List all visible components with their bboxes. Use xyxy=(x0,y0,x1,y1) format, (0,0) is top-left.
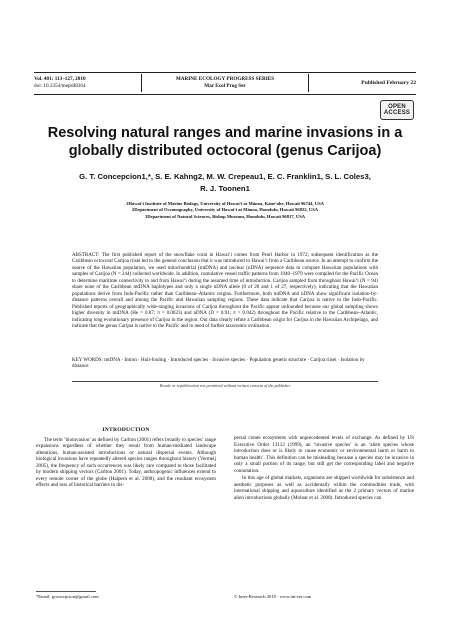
header-divider-right xyxy=(308,74,309,92)
intro-paragraph-1-cont: persal create ecosystems with unprecedented levels of exchange. As defined by US Executive Order 13112 (1999), an ‘invasive species’ is an ‘alien species whose introduction does or is likely to cause economic or environmental harm or harm to human health’. This definition can be misleading because a species may be invasive in only a small portion of its range, but still get the corresponding label and negative connotation. xyxy=(234,435,414,474)
affiliation-3: 3Department of Natural Sciences, Bishop Museum, Honolulu, Hawaii 96817, USA xyxy=(144,213,306,219)
author-list xyxy=(40,171,410,195)
keywords xyxy=(72,357,378,370)
publication-date: Published February 22 xyxy=(361,80,416,86)
open-access-line2: ACCESS xyxy=(383,110,411,116)
footnote-rule xyxy=(36,591,96,592)
journal-name: MARINE ECOLOGY PROGRESS SERIES xyxy=(175,76,275,82)
journal-abbrev: Mar Ecol Prog Ser xyxy=(204,83,246,89)
affiliations xyxy=(40,201,410,220)
abstract-label: ABSTRACT: xyxy=(72,252,100,258)
authors-line-2: R. J. Toonen1 xyxy=(200,184,250,193)
open-access-badge[interactable] xyxy=(380,100,414,120)
corresponding-email[interactable]: *Email: gconcepcion@gmail.com xyxy=(36,594,99,599)
doi[interactable]: doi: 10.3354/meps08364 xyxy=(34,83,86,89)
header-volume-block xyxy=(34,76,144,90)
copyright: © Inter-Research 2010 · www.int-res.com xyxy=(234,594,312,599)
volume-info: Vol. 401: 113–127, 2010 xyxy=(34,76,86,82)
open-access-line1: OPEN xyxy=(388,103,406,110)
journal-header xyxy=(34,72,416,94)
section-heading-introduction: INTRODUCTION xyxy=(102,427,150,433)
authors-line-1: G. T. Concepcion1,*, S. E. Kahng2, M. W. Crepeau1, E. C. Franklin1, S. L. Coles3, xyxy=(79,172,371,181)
keywords-label: KEY WORDS: xyxy=(72,357,103,363)
abstract xyxy=(72,252,378,329)
body-column-right xyxy=(234,435,414,502)
affiliation-2: 2Department of Oceanography, University of Hawai‘i at Mānoa, Honolulu, Hawaii 96822, USA xyxy=(131,207,319,213)
keywords-text: mtDNA · Intron · Hull-fouling · Introduced species · Invasive species · Population genetic structure · Carijoa riisei · Isolation by distance xyxy=(72,357,365,370)
header-journal-block xyxy=(144,76,306,90)
header-bottom-rule xyxy=(34,94,416,95)
abstract-divider xyxy=(72,381,378,382)
intro-paragraph-2: In this age of global markets, organisms are shipped worldwide for subsistence and aesthetic purposes as well as accidentally within the commodities trade, with international shipping and aquaculture identified as the 2 primary vectors of marine alien introductions globally (Molnar et al. 2008). Introduced species can xyxy=(234,475,414,501)
affiliation-1: 1Hawai‘i Institute of Marine Biology, University of Hawai‘i at Mānoa, Kāne‘ohe, Hawaii 96744, USA xyxy=(126,201,324,206)
reproduction-note: Resale or republication not permitted without written consent of the publisher xyxy=(159,383,291,388)
intro-paragraph-1: The term ‘bioinvasion’ as defined by Carlton (2001) refers broadly to species’ range expansions regardless of whether they result from human-mediated landscape alterations, human-assisted introductions or natural dispersal events. Although biological invasions have repeatedly altered species ranges throughout history (Vermeij 2005), the frequency of such occurrences was likely rare compared to those facilitated by modern shipping vectors (Carlton 2001). Today, anthropogenic influences extend to every remote corner of the globe (Halpern et al. 2008), and the resultant ecosystem effects and loss of historical barriers to dis- xyxy=(36,436,216,489)
header-divider-left xyxy=(141,74,142,92)
body-column-left xyxy=(36,427,216,490)
abstract-text: The first published report of the snowflake coral in Hawai‘i comes from Pearl Harbor in 1972; subsequent identification as the Caribbean octocoral Carijoa riisei led to the general conclusion that it was introduced to Hawai‘i from a Caribbean source. In an attempt to confirm the source of the Hawaiian population, we used mitochondrial (mtDNA) and nuclear (nDNA) sequence data to compare Hawaiian populations with samples of Carijoa (N = 244) collected worldwide. In addition, cumulative vessel traffic patterns from 1940–1979 were compiled for the Pacific Ocean to determine maritime connectivity to and from Hawai‘i during the assumed time of introduction. Carijoa sampled from throughout Hawai‘i (N = 94) share none of the Caribbean mtDNA haplotypes and only a single nDNA allele (0 of 28 and 1 of 27, respectively), indicating that the Hawaiian populations derive from Indo-Pacific rather than Caribbean–Atlantic origins. Furthermore, both mtDNA and nDNA show significant isolation-by-distance patterns overall and among the Pacific and Hawaiian sampling regions. These data indicate that Carijoa is native to the Indo-Pacific. Published reports of geographically wide-ranging invasions of Carijoa throughout the Pacific appear unfounded because our global sampling shows higher diversity in mtDNA (He = 0.87; π = 0.0023) and nDNA (D = 0.91; π = 0.042) throughout the Pacific relative to the Caribbean–Atlantic, indicating long evolutionary presence of Carijoa in the region. Our data clearly refute a Caribbean origin for Carijoa in the Hawaiian Archipelago, and indicate that the genus Carijoa is native to the Pacific and in need of further taxonomic evaluation. xyxy=(72,252,378,329)
title-line-2: globally distributed octocoral (genus Carijoa) xyxy=(68,143,382,159)
article-title xyxy=(40,124,410,160)
title-line-1: Resolving natural ranges and marine invasions in a xyxy=(47,125,403,141)
